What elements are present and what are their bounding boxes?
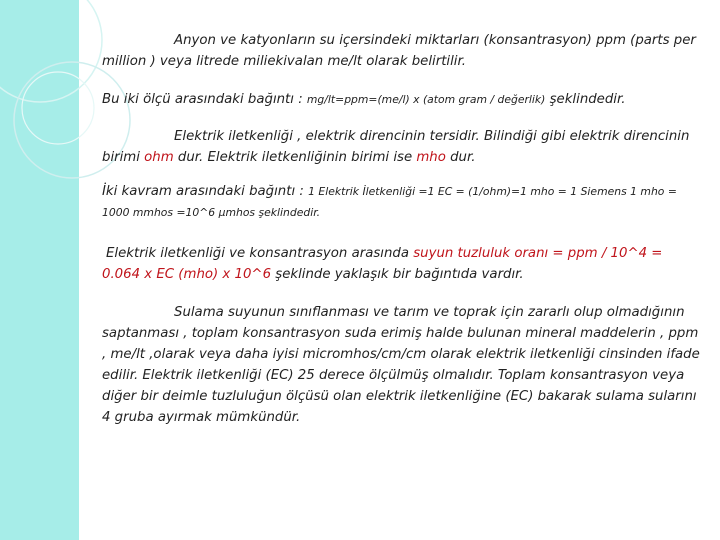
paragraph-3-mho: mho (416, 150, 446, 165)
paragraph-5-formula: suyun tuzluluk oranı = ppm / 10^4 = 0.064 x EC (mho) x 10^6 (102, 246, 663, 282)
paragraph-irrigation (102, 302, 702, 428)
paragraph-relation (102, 89, 702, 110)
paragraph-3-text-a: Elektrik iletkenliği , elektrik direncinin tersidir. Bilindiği gibi elektrik direncinin birimi (102, 129, 690, 165)
deco-circle-small (22, 72, 94, 144)
slide-content (102, 30, 702, 428)
paragraph-2-formula: mg/lt=ppm=(me/l) x (atom gram / değerlik) (306, 93, 546, 106)
paragraph-3-text-c: dur. (445, 150, 476, 165)
paragraph-5-text-b: şeklinde yaklaşık bir bağıntıda vardır. (271, 267, 524, 282)
paragraph-concentration (102, 30, 702, 72)
paragraph-conductivity (102, 126, 702, 168)
paragraph-salinity (102, 243, 702, 285)
paragraph-3-ohm: ohm (144, 150, 174, 165)
paragraph-4-formula: 1 Elektrik İletkenliği =1 EC = (1/ohm)=1 mho = 1 Siemens 1 mho = 1000 mmhos =10^6 μmhos şeklindedir. (102, 185, 677, 219)
paragraph-6-text: Sulama suyunun sınıflanması ve tarım ve toprak için zararlı olup olmadığının saptanması , toplam konsantrasyon suda erimiş halde bulunan mineral maddelerin , ppm , me/lt ,olarak veya daha iyisi micromhos/cm/cm olarak elektrik iletkenliği cinsinden ifade edilir. Elektrik iletkenliği (EC) 25 derece ölçülmüş olmalıdır. Toplam konsantrasyon veya diğer bir deimle tuzluluğun ölçüsü olan elektrik iletkenliğine (EC) bakarak sulama sularını 4 gruba ayırmak mümkündür. (102, 305, 700, 425)
paragraph-2-text-a: Bu iki ölçü arasındaki bağıntı : (102, 92, 307, 107)
paragraph-1-text: Anyon ve katyonların su içersindeki miktarları (konsantrasyon) ppm (parts per million ) veya litrede miliekivalan me/lt olarak belirtilir. (102, 33, 696, 69)
paragraph-5-text-a: Elektrik iletkenliği ve konsantrasyon arasında (106, 246, 414, 261)
paragraph-3-text-b: dur. Elektrik iletkenliğinin birimi ise (173, 150, 417, 165)
paragraph-4-text-a: İki kavram arasındaki bağıntı : (102, 184, 309, 199)
paragraph-2-text-b: şeklindedir. (545, 92, 626, 107)
paragraph-units (102, 181, 702, 223)
